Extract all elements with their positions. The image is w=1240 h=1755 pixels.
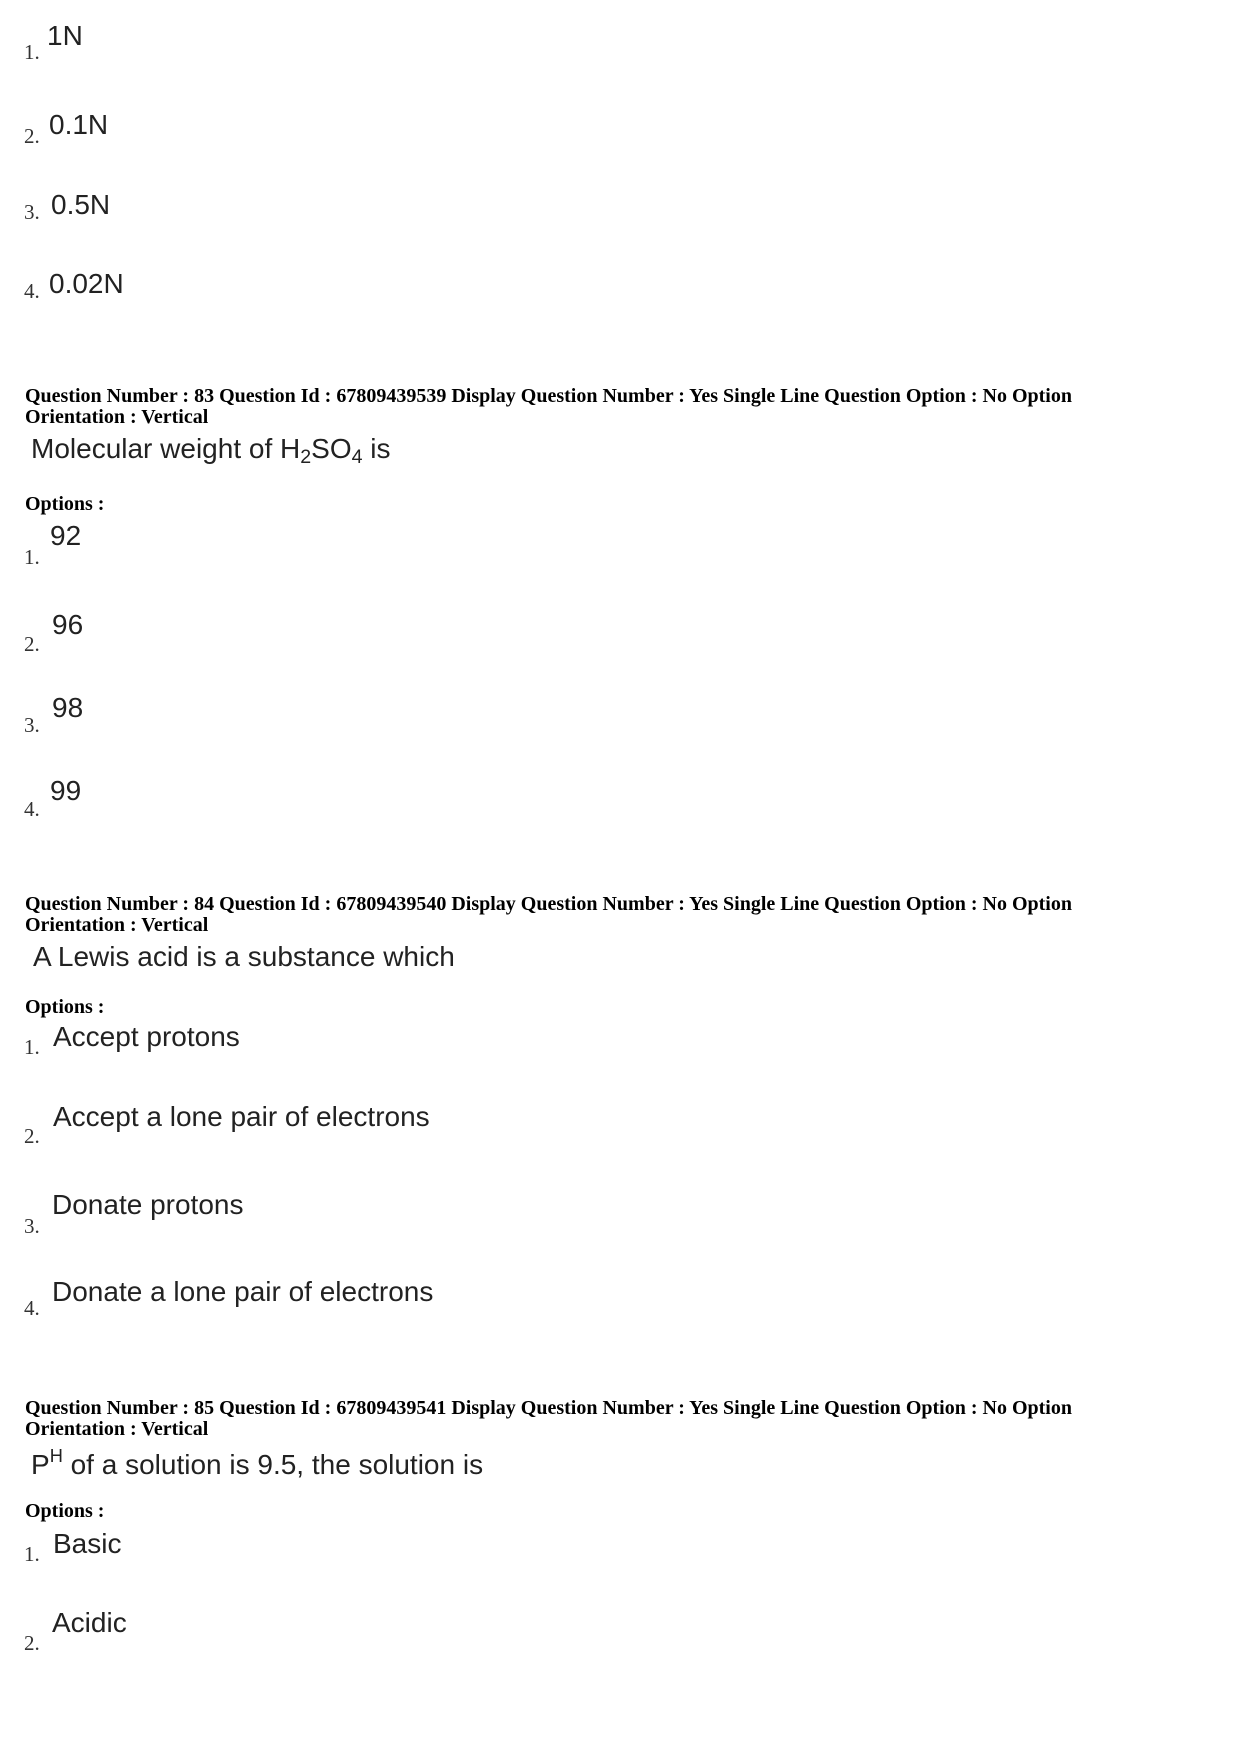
options-label: Options :	[25, 1500, 105, 1522]
question-meta-orientation: Orientation : Vertical	[25, 914, 209, 936]
option-number: 3.	[24, 1214, 40, 1238]
option-number: 4.	[24, 1296, 40, 1320]
option-number: 2.	[24, 124, 40, 148]
question-meta: Question Number : 85 Question Id : 67809439541 Display Question Number : Yes Single Line Question Option : No Option	[25, 1397, 1072, 1419]
question-text: A Lewis acid is a substance which	[33, 941, 455, 972]
option-text: Acidic	[52, 1607, 127, 1638]
question-meta-orientation: Orientation : Vertical	[25, 406, 209, 428]
option-number: 4.	[24, 279, 40, 303]
option-number: 4.	[24, 797, 40, 821]
option-text: Basic	[53, 1528, 122, 1559]
question-text: $P^H$ of a solution is 9.5, the solution is	[31, 1446, 484, 1480]
option-text: Donate a lone pair of electrons	[52, 1276, 434, 1307]
question-meta: Question Number : 84 Question Id : 67809439540 Display Question Number : Yes Single Line Question Option : No Option	[25, 893, 1072, 915]
options-label: Options :	[25, 996, 105, 1018]
option-text: 98	[52, 692, 84, 723]
option-number: 2.	[24, 632, 40, 656]
option-number: 2.	[24, 1124, 40, 1148]
option-text: 0.1N	[49, 109, 109, 140]
option-number: 3.	[24, 713, 40, 737]
question-text: Molecular weight of $H_2SO_4$ is	[31, 433, 391, 468]
options-label: Options :	[25, 493, 105, 515]
option-number: 1.	[24, 1542, 40, 1566]
option-text: Accept protons	[53, 1021, 240, 1052]
option-text: Donate protons	[52, 1189, 244, 1220]
option-number: 2.	[24, 1631, 40, 1655]
option-number: 3.	[24, 200, 40, 224]
option-number: 1.	[24, 40, 40, 64]
option-text: 92	[50, 520, 82, 551]
question-meta-orientation: Orientation : Vertical	[25, 1418, 209, 1440]
option-text: 0.5N	[51, 189, 111, 220]
question-meta: Question Number : 83 Question Id : 67809439539 Display Question Number : Yes Single Line Question Option : No Option	[25, 385, 1072, 407]
option-number: 1.	[24, 545, 40, 569]
option-number: 1.	[24, 1035, 40, 1059]
option-text: 96	[52, 609, 84, 640]
option-text: 99	[50, 775, 82, 806]
option-text: 1N	[47, 20, 83, 51]
option-text: Accept a lone pair of electrons	[53, 1101, 430, 1132]
option-text: 0.02N	[49, 268, 124, 299]
